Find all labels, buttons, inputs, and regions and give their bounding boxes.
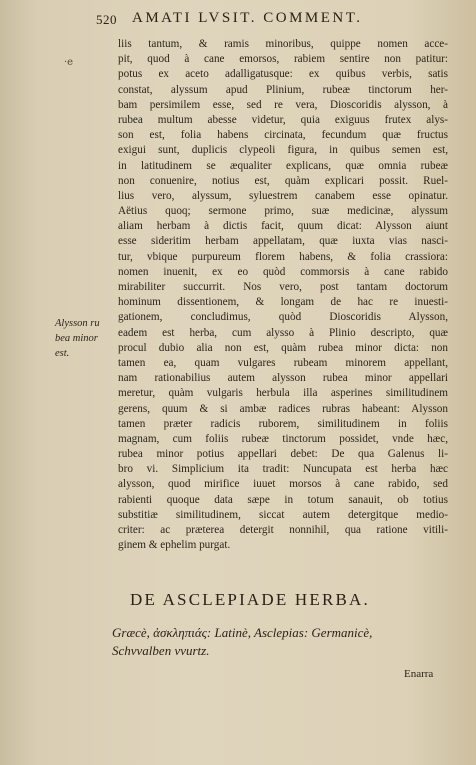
plant-names [112,624,457,660]
body-line: rabienti quoque data sæpe in totum sanauit, ob totius [118,493,448,506]
body-line: in latitudinem se æqualiter explicans, quæ omnia rubeæ [118,159,448,172]
body-line: procul dubio alia non est, quàm rubea minor dicta: non [118,341,448,354]
body-line: criter: ac præterea detergit nonnihil, qua ratione vitili- [118,524,448,536]
body-line: magnam, cum foliis rubeæ tinctorum possidet, vnde hæc, [118,432,448,445]
body-line: exigui sunt, duplicis clypeoli figura, in quibus semen est, [118,144,448,157]
body-line: Aëtius quoq; sermone primo, suæ medicinæ, alyssum [118,205,448,218]
margin-mark: ·e [64,57,74,68]
body-line: meretur, quàm vulgaris herbula illa asperines similitudinem [118,387,448,400]
body-line: constat, alyssum apud Plinium, rubeæ tinctorum her- [118,83,448,96]
body-line: tamen ea, quam vulgares rubeam minorem appellant, [118,356,448,369]
body-line: bam persimilem esse, sed re vera, Dioscoridis alysson, à [118,98,448,111]
section-title: DE ASCLEPIADE HERBA. [130,590,370,609]
body-line: alysson, quod mirifice iuuet morsos à cane rabido, sed [118,478,448,491]
running-title: AMATI LVSIT. COMMENT. [132,10,363,26]
body-line: aliam herbam à dictis facit, quum dicat: Alysson aiunt [118,220,448,233]
body-line: mirabiliter succurrit. Nos vero, post tantam doctorum [118,281,448,293]
body-line: rubea multum abesse videtur, quia exiguus frutex alys- [118,113,448,126]
page-number: 520 [96,12,117,27]
body-line: lius vero, alyssum, syluestrem canabem esse opinatur. [118,189,448,202]
body-text [118,37,448,553]
body-line: rubea minor potius appellari debet: De qua Galenus li- [118,448,448,461]
body-line: potus ex aceto adalligatusque: ex quibus verbis, satis [118,68,448,81]
body-line: son est, folia habens circinata, fecundum quæ fructus [118,129,448,142]
body-line: bro vi. Simplicium ita tradit: Nuncupata est herba hæc [118,463,448,476]
catchword: Enarra [404,668,434,680]
body-line: gerens, quum & si ambæ radices rubras habeant: Alysson [118,402,448,415]
margin-note-line: est. [55,348,70,359]
body-line: nam rationabilius autem alysson rubea minor appellari [118,372,448,385]
plant-names-line-2: Schvvalben vvurtz. [112,643,210,658]
body-line: hominum dissentionem, & longam de hac re inuesti- [118,296,448,309]
plant-names-line-1: Græcè, ἀσκληπιάς: Latinè, Asclepias: Germanicè, [112,625,373,640]
margin-note [55,316,119,361]
body-line: substitiæ similitudinem, siccat autem detergitque medio- [118,508,448,521]
body-line: eadem est herba, cum alysso à Plinio descripto, quæ [118,326,448,339]
body-line: ginem & ephelim purgat. [118,539,231,552]
body-line: tur, vbique purpureum florem habens, & folia crassiora: [118,250,448,263]
body-line: liis tantum, & ramis minoribus, quippe nomen acce- [118,38,448,50]
body-line: tamen præter radicis ruborem, similitudinem in foliis [118,417,448,430]
running-header [96,10,456,32]
margin-note-line: bea minor [55,333,98,344]
margin-note-line: Alysson ru [55,318,100,329]
body-line: nomen inuenit, ex eo quòd commorsis à cane rabido [118,265,448,278]
body-line: esse sideritim herbam appellatam, quæ iuxta vias nasci- [118,235,448,248]
body-line: pit, quod à cane emorsos, rabiem sentire non patitur: [118,53,448,66]
body-line: non conuenire, notius est, quàm explicari possit. Ruel- [118,174,448,187]
body-line: gationem, concludimus, quòd Dioscoridis Alysson, [118,311,448,324]
